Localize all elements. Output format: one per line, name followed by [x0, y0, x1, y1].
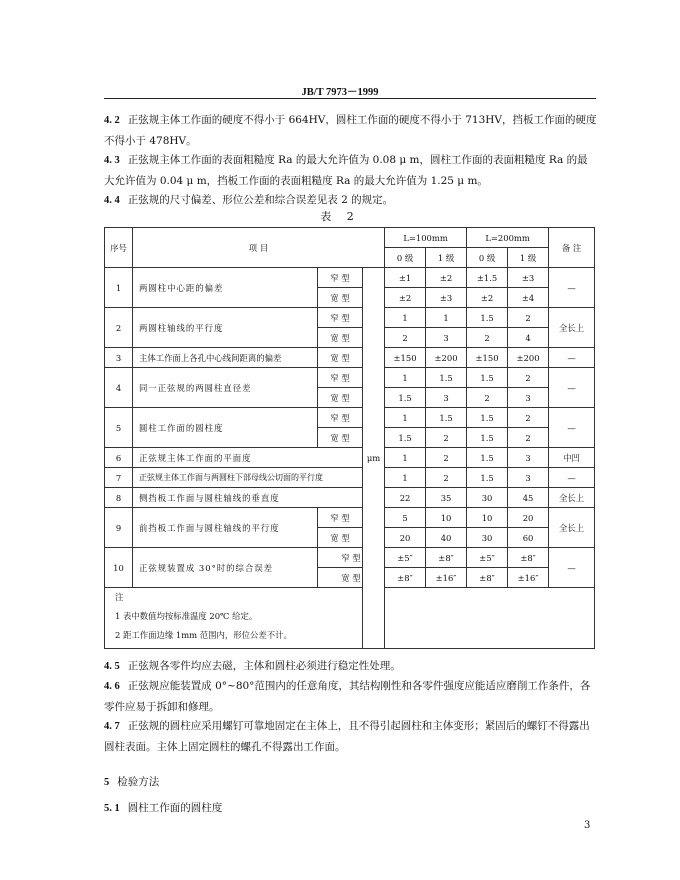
value-cell: 3 [426, 328, 467, 348]
row-no: 9 [105, 508, 133, 548]
value-cell: 1 [385, 468, 426, 488]
row-remark: — [549, 408, 595, 448]
value-cell: 30 [467, 528, 508, 548]
clause-number: 4. 3 [104, 155, 120, 166]
table-row [105, 348, 595, 368]
row-type: 宽 型 [318, 568, 385, 588]
row-item: 正弦规主体工作面与两圆柱下部母线公切面的平行度 [133, 468, 363, 488]
row-item: 两圆柱中心距的偏差 [133, 268, 318, 308]
row-type: 窄 型 [318, 408, 363, 428]
row-remark: — [549, 368, 595, 408]
value-cell: 2 [508, 408, 549, 428]
table-row [105, 468, 595, 488]
value-cell: ±200 [508, 348, 549, 368]
table-row [105, 268, 595, 288]
value-cell: 20 [385, 528, 426, 548]
value-cell: ±2 [426, 268, 467, 288]
row-item: 前挡板工作面与圆柱轴线的平行度 [133, 508, 318, 548]
value-cell: 2 [426, 448, 467, 468]
value-cell: 22 [385, 488, 426, 508]
clause-4-3 [104, 150, 598, 191]
value-cell: 30 [467, 488, 508, 508]
clause-text: 正弦规的尺寸偏差、形位公差和综合误差见表 2 的规定。 [127, 194, 394, 206]
row-type: 宽 型 [318, 328, 363, 348]
value-cell: 2 [426, 468, 467, 488]
value-cell: 1 [385, 368, 426, 388]
row-no: 4 [105, 368, 133, 408]
row-no: 7 [105, 468, 133, 488]
table-title: 表 2 [320, 210, 360, 223]
value-cell: ±16″ [508, 568, 549, 588]
value-cell: 2 [385, 328, 426, 348]
table-notes-row [105, 588, 595, 649]
value-cell: 1.5 [385, 428, 426, 448]
row-no: 6 [105, 448, 133, 468]
section-5-1-heading [104, 798, 598, 819]
value-cell: ±8″ [508, 548, 549, 568]
value-cell: 10 [426, 508, 467, 528]
row-remark: — [549, 468, 595, 488]
row-item: 侧挡板工作面与圆柱轴线的垂直度 [133, 488, 363, 508]
section-title: 圆柱工作面的圆柱度 [127, 802, 223, 814]
table-row [105, 308, 595, 328]
value-cell: ±5″ [385, 548, 426, 568]
value-cell: 1 [385, 308, 426, 328]
value-cell: 1 [426, 308, 467, 328]
table-row [105, 548, 595, 568]
value-cell: ±150 [385, 348, 426, 368]
clause-number: 4. 7 [104, 721, 120, 732]
tolerance-table [104, 227, 595, 649]
row-item: 正弦规主体工作面的平面度 [133, 448, 363, 468]
clause-number: 4. 4 [104, 195, 120, 206]
document-header: JB/T 7973－1999 [301, 87, 379, 98]
value-cell: ±8″ [385, 568, 426, 588]
row-remark: — [549, 348, 595, 368]
header-grade: 1 级 [508, 248, 549, 268]
row-item: 同一正弦规的两圆柱直径差 [133, 368, 318, 408]
row-no: 1 [105, 268, 133, 308]
notes-label: 注 [115, 592, 124, 602]
value-cell: 1.5 [467, 448, 508, 468]
clause-4-7 [104, 716, 598, 757]
value-cell: 2 [508, 428, 549, 448]
clause-text: 正弦规主体工作面的硬度不得小于 664HV，圆柱工作面的硬度不得小于 713HV，挡板工作面的硬度不得小于 478HV。 [104, 114, 597, 147]
value-cell: 2 [508, 308, 549, 328]
row-type: 窄 型 [318, 368, 363, 388]
value-cell: ±16″ [426, 568, 467, 588]
clause-4-2 [104, 110, 598, 151]
value-cell: 60 [508, 528, 549, 548]
value-cell: ±8″ [426, 548, 467, 568]
table-notes [105, 588, 595, 649]
row-no: 5 [105, 408, 133, 448]
clause-number: 4. 6 [104, 681, 120, 692]
value-cell: 45 [508, 488, 549, 508]
unit-cell: μm [363, 268, 385, 649]
row-no: 8 [105, 488, 133, 508]
value-cell: 1 [385, 408, 426, 428]
row-no: 2 [105, 308, 133, 348]
value-cell: 1.5 [426, 408, 467, 428]
value-cell: ±1 [385, 268, 426, 288]
row-item: 圆柱工作面的圆柱度 [133, 408, 318, 448]
value-cell: 3 [426, 388, 467, 408]
row-no: 10 [105, 548, 133, 588]
value-cell: 4 [508, 328, 549, 348]
row-remark: 全长上 [549, 308, 595, 348]
table-row [105, 488, 595, 508]
table-row [105, 448, 595, 468]
row-type: 宽 型 [318, 348, 363, 368]
row-type: 宽 型 [318, 528, 363, 548]
value-cell: ±2 [385, 288, 426, 308]
value-cell: 2 [426, 428, 467, 448]
page-number: 3 [584, 820, 591, 831]
value-cell: ±3 [508, 268, 549, 288]
header-l100: L=100mm [385, 228, 467, 248]
row-type: 窄 型 [318, 548, 385, 568]
value-cell: ±8″ [467, 568, 508, 588]
note-1: 1 表中数值均按标准温度 20℃ 给定。 [115, 611, 258, 621]
value-cell: 1.5 [467, 368, 508, 388]
value-cell: ±1.5 [467, 268, 508, 288]
value-cell: ±150 [467, 348, 508, 368]
row-item: 正弦规装置成 30°时的综合误差 [133, 548, 318, 588]
value-cell: ±4 [508, 288, 549, 308]
clause-text: 正弦规应能装置成 0°~80°范围内的任意角度，其结构刚性和各零件强度应能适应磨削工作条件，各零件应易于拆卸和修理。 [104, 680, 591, 713]
row-type: 窄 型 [318, 308, 363, 328]
value-cell: 35 [426, 488, 467, 508]
section-5-heading [104, 772, 598, 793]
note-2: 2 距工作面边缘 1mm 范围内，形位公差不计。 [115, 630, 292, 640]
row-remark: 全长上 [549, 488, 595, 508]
value-cell: ±2 [467, 288, 508, 308]
value-cell: ±5″ [467, 548, 508, 568]
header-item: 项 目 [133, 228, 385, 268]
value-cell: 3 [508, 388, 549, 408]
value-cell: 10 [467, 508, 508, 528]
clause-text: 正弦规的圆柱应采用螺钉可靠地固定在主体上，且不得引起圆柱和主体变形；紧固后的螺钉不得露出圆柱表面。主体上固定圆柱的螺孔不得露出工作面。 [104, 720, 590, 753]
row-type: 窄 型 [318, 508, 363, 528]
clause-4-6 [104, 676, 598, 717]
clause-4-5 [104, 656, 598, 677]
table-row [105, 368, 595, 388]
value-cell: 2 [467, 388, 508, 408]
row-type: 宽 型 [318, 428, 363, 448]
table-row [105, 408, 595, 428]
clause-number: 4. 5 [104, 661, 120, 672]
value-cell: 1.5 [467, 408, 508, 428]
value-cell: 3 [508, 468, 549, 488]
section-number: 5 [104, 777, 110, 788]
row-type: 宽 型 [318, 288, 363, 308]
header-grade: 1 级 [426, 248, 467, 268]
value-cell: 20 [508, 508, 549, 528]
header-grade: 0 级 [385, 248, 426, 268]
value-cell: 1.5 [467, 308, 508, 328]
section-number: 5. 1 [104, 803, 120, 814]
row-remark: 全长上 [549, 508, 595, 548]
header-grade: 0 级 [467, 248, 508, 268]
value-cell: 5 [385, 508, 426, 528]
row-remark: — [549, 548, 595, 588]
header-rule [104, 98, 596, 99]
table-header-row [105, 228, 595, 248]
clause-text: 正弦规主体工作面的表面粗糙度 Ra 的最大允许值为 0.08 μ m，圆柱工作面的表面粗糙度 Ra 的最大允许值为 0.04 μ m，挡板工作面的表面粗糙度 Ra 的最大允许值为 1.25 μ m。 [104, 154, 588, 187]
value-cell: 2 [467, 328, 508, 348]
value-cell: ±3 [426, 288, 467, 308]
table-row [105, 508, 595, 528]
row-item: 主体工作面上各孔中心线间距离的偏差 [133, 348, 318, 368]
header-no: 序号 [105, 228, 133, 268]
row-remark: 中凹 [549, 448, 595, 468]
row-item: 两圆柱轴线的平行度 [133, 308, 318, 348]
row-type: 宽 型 [318, 388, 363, 408]
row-type: 窄 型 [318, 268, 363, 288]
value-cell: 2 [508, 368, 549, 388]
value-cell: 40 [426, 528, 467, 548]
row-no: 3 [105, 348, 133, 368]
value-cell: 1.5 [467, 468, 508, 488]
value-cell: 3 [508, 448, 549, 468]
header-l200: L=200mm [467, 228, 549, 248]
section-title: 检验方法 [117, 776, 160, 788]
value-cell: 1.5 [426, 368, 467, 388]
row-remark: — [549, 268, 595, 308]
clause-text: 正弦规各零件均应去磁，主体和圆柱必须进行稳定性处理。 [127, 660, 401, 672]
value-cell: 1.5 [467, 428, 508, 448]
value-cell: 1.5 [385, 388, 426, 408]
clause-number: 4. 2 [104, 115, 120, 126]
header-remark: 备 注 [549, 228, 595, 268]
value-cell: ±200 [426, 348, 467, 368]
value-cell: 1 [385, 448, 426, 468]
